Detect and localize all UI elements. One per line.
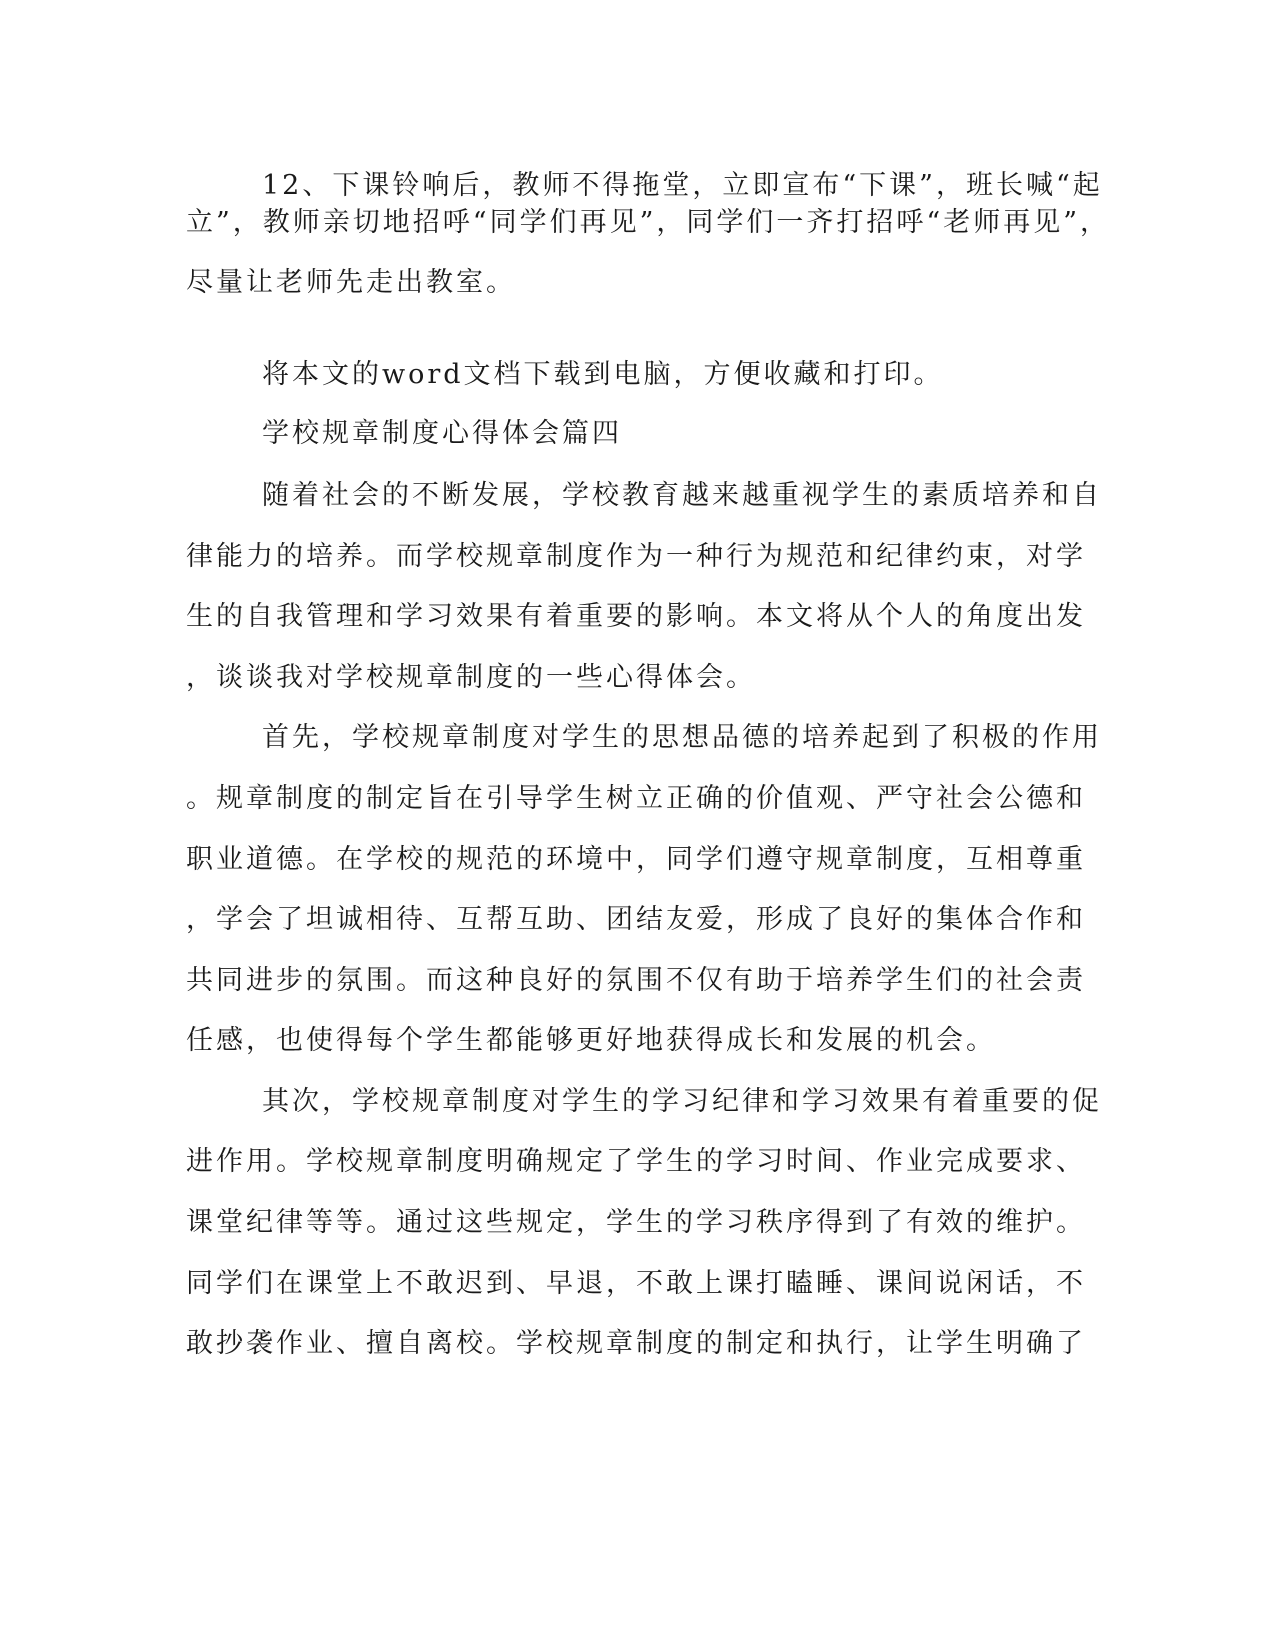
section-heading: 学校规章制度心得体会篇四: [262, 418, 622, 449]
second-point-paragraph-line-3: 课堂纪律等等。通过这些规定，学生的学习秩序得到了有效的维护。: [186, 1207, 1086, 1238]
second-point-paragraph-line-1: 其次，学校规章制度对学生的学习纪律和学习效果有着重要的促: [262, 1086, 1102, 1117]
second-point-paragraph-line-5: 敢抄袭作业、擅自离校。学校规章制度的制定和执行，让学生明确了: [186, 1328, 1086, 1359]
second-point-paragraph-line-4: 同学们在课堂上不敢迟到、早退，不敢上课打瞌睡、课间说闲话，不: [186, 1268, 1086, 1299]
intro-paragraph-line-4: ，谈谈我对学校规章制度的一些心得体会。: [186, 662, 756, 693]
first-point-paragraph-line-2: 。规章制度的制定旨在引导学生树立正确的价值观、严守社会公德和: [186, 783, 1086, 814]
second-point-paragraph-line-2: 进作用。学校规章制度明确规定了学生的学习时间、作业完成要求、: [186, 1146, 1086, 1177]
paragraph-12-line-3: 尽量让老师先走出教室。: [186, 267, 516, 298]
paragraph-12-line-2: 立”，教师亲切地招呼“同学们再见”，同学们一齐打招呼“老师再见”，: [186, 207, 1111, 238]
intro-paragraph-line-3: 生的自我管理和学习效果有着重要的影响。本文将从个人的角度出发: [186, 601, 1086, 632]
download-note: 将本文的word文档下载到电脑，方便收藏和打印。: [262, 359, 944, 390]
first-point-paragraph-line-5: 共同进步的氛围。而这种良好的氛围不仅有助于培养学生们的社会责: [186, 965, 1086, 996]
intro-paragraph-line-1: 随着社会的不断发展，学校教育越来越重视学生的素质培养和自: [262, 480, 1102, 511]
first-point-paragraph-line-1: 首先，学校规章制度对学生的思想品德的培养起到了积极的作用: [262, 722, 1102, 753]
first-point-paragraph-line-6: 任感，也使得每个学生都能够更好地获得成长和发展的机会。: [186, 1025, 996, 1056]
first-point-paragraph-line-4: ，学会了坦诚相待、互帮互助、团结友爱，形成了良好的集体合作和: [186, 904, 1086, 935]
first-point-paragraph-line-3: 职业道德。在学校的规范的环境中，同学们遵守规章制度，互相尊重: [186, 844, 1086, 875]
paragraph-12-line-1: 12、下课铃响后，教师不得拖堂，立即宣布“下课”，班长喊“起: [262, 170, 1103, 201]
intro-paragraph-line-2: 律能力的培养。而学校规章制度作为一种行为规范和纪律约束，对学: [186, 541, 1086, 572]
